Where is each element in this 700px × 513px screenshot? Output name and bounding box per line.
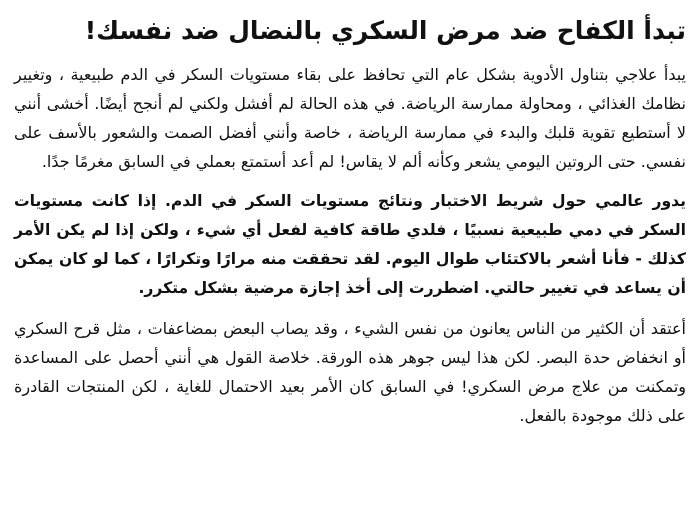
article-paragraph-3: أعتقد أن الكثير من الناس يعانون من نفس الشيء ، وقد يصاب البعض بمضاعفات ، مثل قرح السكري أو انخفاض حدة البصر. لكن هذا ليس جوهر هذه الورقة. خلاصة القول هي أنني أحصل على المساعدة وتمكنت من علاج مرض السكري! في السابق كان الأمر بعيد الاحتمال للغاية ، لكن المنتجات القادرة على ذلك موجودة بالفعل. [14, 319, 686, 425]
article-paragraph-2: يدور عالمي حول شريط الاختبار ونتائج مستويات السكر في الدم. إذا كانت مستويات السكر في دمي طبيعية نسبيًا ، فلدي طاقة كافية لفعل أي شيء ، ولكن إذا لم يكن الأمر كذلك - فأنا أشعر بالاكتئاب طوال اليوم. لقد تحققت منه مرارًا وتكرارًا ، كما لو كان يمكن أن يساعد في تغيير حالتي. اضطررت إلى أخذ إجازة مرضية بشكل متكرر. [14, 192, 686, 297]
article-title: تبدأ الكفاح ضد مرض السكري بالنضال ضد نفسك! [84, 16, 686, 45]
article-paragraph-1: يبدأ علاجي بتناول الأدوية بشكل عام التي تحافظ على بقاء مستويات السكر في الدم طبيعية ، وتغيير نظامك الغذائي ، ومحاولة ممارسة الرياضة. في هذه الحالة لم أفشل ولكني لم أنجح أيضًا. أخشى أنني لا أستطيع تقوية قلبك والبدء في ممارسة الرياضة ، خاصة وأنني أفضل الصمت والشعور بالأسف على نفسي. حتى الروتين اليومي يشعر وكأنه ألم لا يقاس! لم أعد أستمتع بعملي في السابق مغرمًا جدًا. [14, 65, 686, 171]
